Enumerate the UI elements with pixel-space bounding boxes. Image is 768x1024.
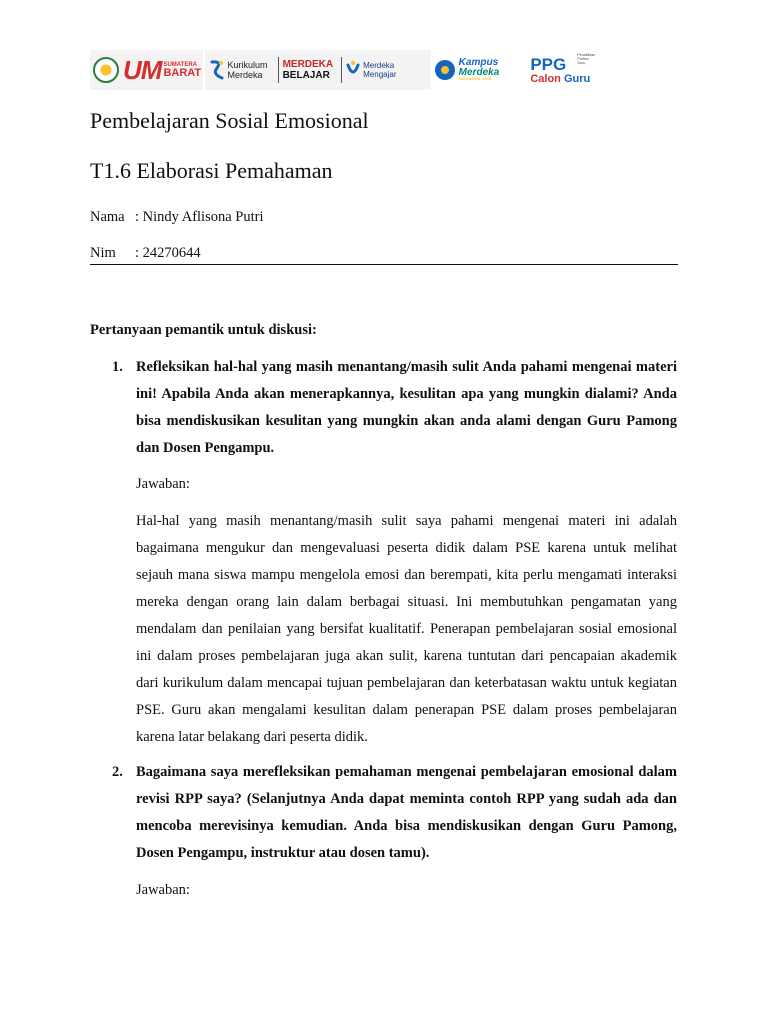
kurikulum-merdeka-icon <box>209 59 225 81</box>
kurikulum-merdeka-text: Kurikulum Merdeka <box>227 59 268 80</box>
question-number: 1. <box>112 359 123 375</box>
student-nim-row <box>90 244 201 262</box>
answer-text: Hal-hal yang masih menantang/masih sulit saya pahami mengenai materi ini adalah bagaimana mengukur dan mengevaluasi peserta didik dalam PSE karena untuk melihat sejauh mana siswa mampu mengelola emosi dan berempati, kita perlu mengamati interaksi mereka dengan orang lain dalam berbagai situasi. Ini membutuhkan pengamatan yang mendalam dan penilaian yang bersifat kualitatif. Penerapan pembelajaran sosial emosional ini dalam proses pembelajaran juga akan sulit, karena tuntutan dari pencapaian akademik dari kurikulum dalam mencapai tujuan pembelajaran dan keterbatasan waktu untuk kegiatan PSE. Guru akan mengalami kesulitan dalam penerapan PSE dalam proses pembelajaran karena latar belakang dari peserta didik. <box>136 513 677 745</box>
question-text: Refleksikan hal-hal yang masih menantang/masih sulit Anda pahami mengenai materi ini! Apabila Anda akan menerapkannya, kesulitan apa yang mungkin dialami? Anda bisa mendiskusikan kesulitan yang mungkin akan anda alami dengan Guru Pamong dan Dosen Pengampu. <box>136 359 677 456</box>
merdeka-mengajar-icon <box>346 59 360 81</box>
um-region-top: SUMATERA <box>163 61 197 68</box>
header-divider-line <box>90 264 678 265</box>
kampus-merdeka-logo: Kampus Merdeka INDONESIA JAYA <box>435 50 521 90</box>
partner-logos <box>205 50 431 90</box>
logo-divider <box>341 57 342 83</box>
um-sumbar-logo <box>90 50 203 90</box>
header-logo-strip <box>90 50 615 90</box>
um-mark: UM <box>123 55 162 85</box>
nim-value: : 24270644 <box>135 245 201 261</box>
merdeka-mengajar-text: Merdeka Mengajar <box>363 60 397 79</box>
answer-label: Jawaban: <box>136 882 190 898</box>
name-value: : Nindy Aflisona Putri <box>135 209 264 225</box>
name-label: Nama <box>90 209 125 225</box>
question-number: 2. <box>112 764 123 780</box>
answer-label: Jawaban: <box>136 476 190 492</box>
um-region-bottom: BARAT <box>163 66 202 79</box>
ppg-mark: PPG <box>530 54 567 74</box>
ppg-subtitle: Pendidikan Profesi Guru <box>577 53 596 65</box>
merdeka-belajar-logo: MERDEKA BELAJAR <box>282 59 334 81</box>
nim-label: Nim <box>90 245 116 261</box>
university-seal-icon <box>93 57 119 83</box>
ppg-calon-guru-logo: PPG Calon Guru Pendidikan Profesi Guru <box>530 53 596 85</box>
logo-divider <box>278 57 279 83</box>
questions-heading: Pertanyaan pemantik untuk diskusi: <box>90 322 317 338</box>
document-title: Pembelajaran Sosial Emosional <box>90 108 369 133</box>
student-name-row <box>90 208 264 226</box>
question-text: Bagaimana saya merefleksikan pemahaman mengenai pembelajaran emosional dalam revisi RPP saya? (Selanjutnya Anda dapat meminta contoh RPP yang sudah ada dan mencoba merevisinya kemudian. Anda bisa mendiskusikan dengan Guru Pamong, Dosen Pengampu, instruktur atau dosen tamu). <box>136 764 677 861</box>
kemdikbud-seal-icon <box>435 60 455 80</box>
document-subtitle: T1.6 Elaborasi Pemahaman <box>90 158 333 183</box>
